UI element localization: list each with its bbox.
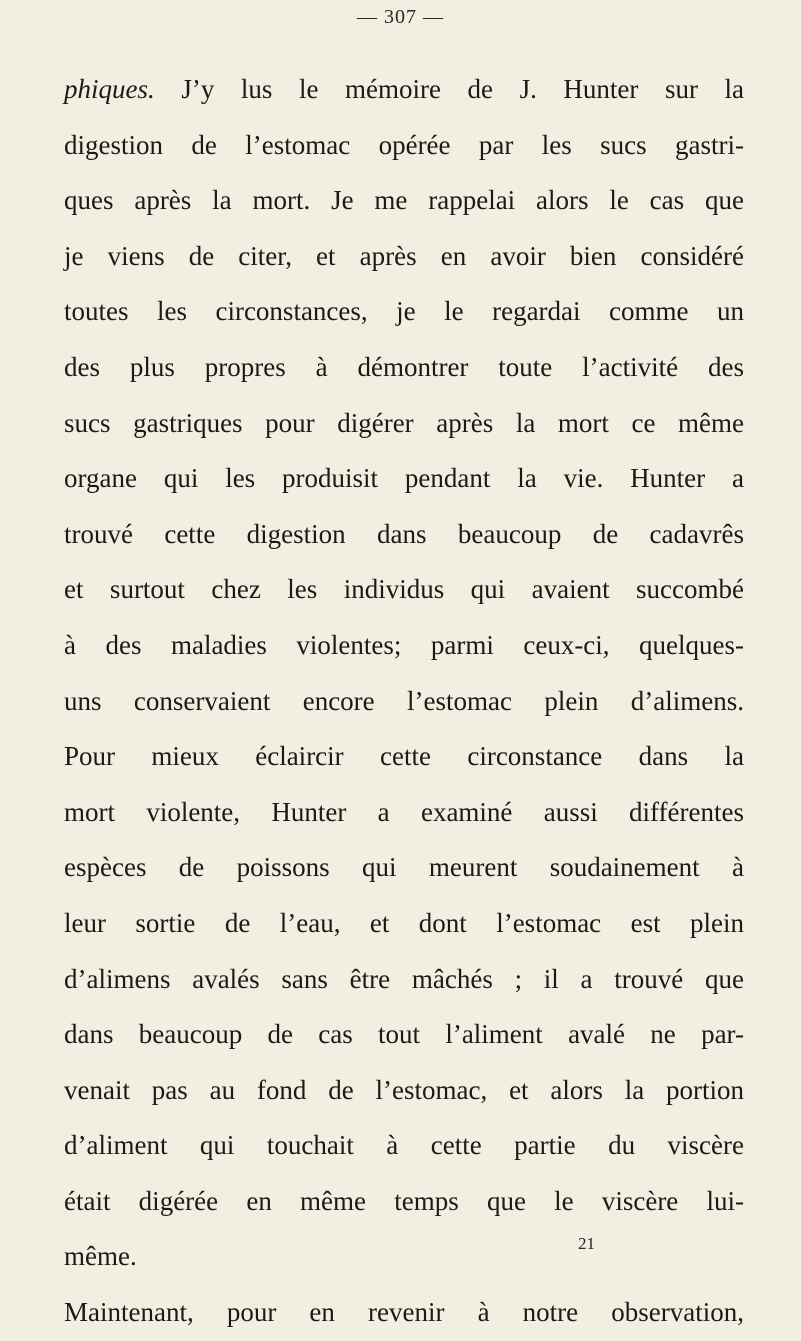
text-line: ques après la mort. Je me rappelai alors le cas que xyxy=(64,185,744,216)
text-line: organe qui les produisit pendant la vie. Hunter a xyxy=(64,463,744,494)
signature-mark: 21 xyxy=(578,1234,595,1253)
text-line: leur sortie de l’eau, et dont l’estomac est plein xyxy=(64,907,744,938)
text-line: des plus propres à démontrer toute l’activité des xyxy=(64,351,744,382)
text-line: Maintenant, pour en revenir à notre observation, xyxy=(64,1297,744,1328)
text-line: venait pas au fond de l’estomac, et alors la portion xyxy=(64,1074,744,1105)
text-line: digestion de l’estomac opérée par les sucs gastri- xyxy=(64,129,744,160)
text-line: Pour mieux éclaircir cette circonstance dans la xyxy=(64,741,744,772)
page-body xyxy=(64,62,744,1341)
text-line: uns conservaient encore l’estomac plein d’alimens. xyxy=(64,685,744,716)
text-line: sucs gastriques pour digérer après la mort ce même xyxy=(64,407,744,438)
text-line: je viens de citer, et après en avoir bien considéré xyxy=(64,240,744,271)
text-line: et surtout chez les individus qui avaient succombé xyxy=(64,574,744,605)
italic-word: phiques. xyxy=(64,74,155,104)
text-line: à des maladies violentes; parmi ceux-ci, quelques- xyxy=(64,629,744,660)
text-line: trouvé cette digestion dans beaucoup de cadavrês xyxy=(64,518,744,549)
text-line-rest: J’y lus le mémoire de J. Hunter sur la xyxy=(154,74,744,104)
text-line: espèces de poissons qui meurent soudainement à xyxy=(64,852,744,883)
text-line: toutes les circonstances, je le regardai comme un xyxy=(64,296,744,327)
page-number: — 307 — xyxy=(357,6,444,28)
text-line: même. xyxy=(64,1241,137,1272)
text-line: d’alimens avalés sans être mâchés ; il a trouvé que xyxy=(64,963,744,994)
text-line: mort violente, Hunter a examiné aussi différentes xyxy=(64,796,744,827)
text-line: dans beaucoup de cas tout l’aliment avalé ne par- xyxy=(64,1019,744,1050)
text-line: était digérée en même temps que le viscère lui- xyxy=(64,1185,744,1216)
text-line: d’aliment qui touchait à cette partie du viscère xyxy=(64,1130,744,1161)
text-line xyxy=(64,62,744,118)
